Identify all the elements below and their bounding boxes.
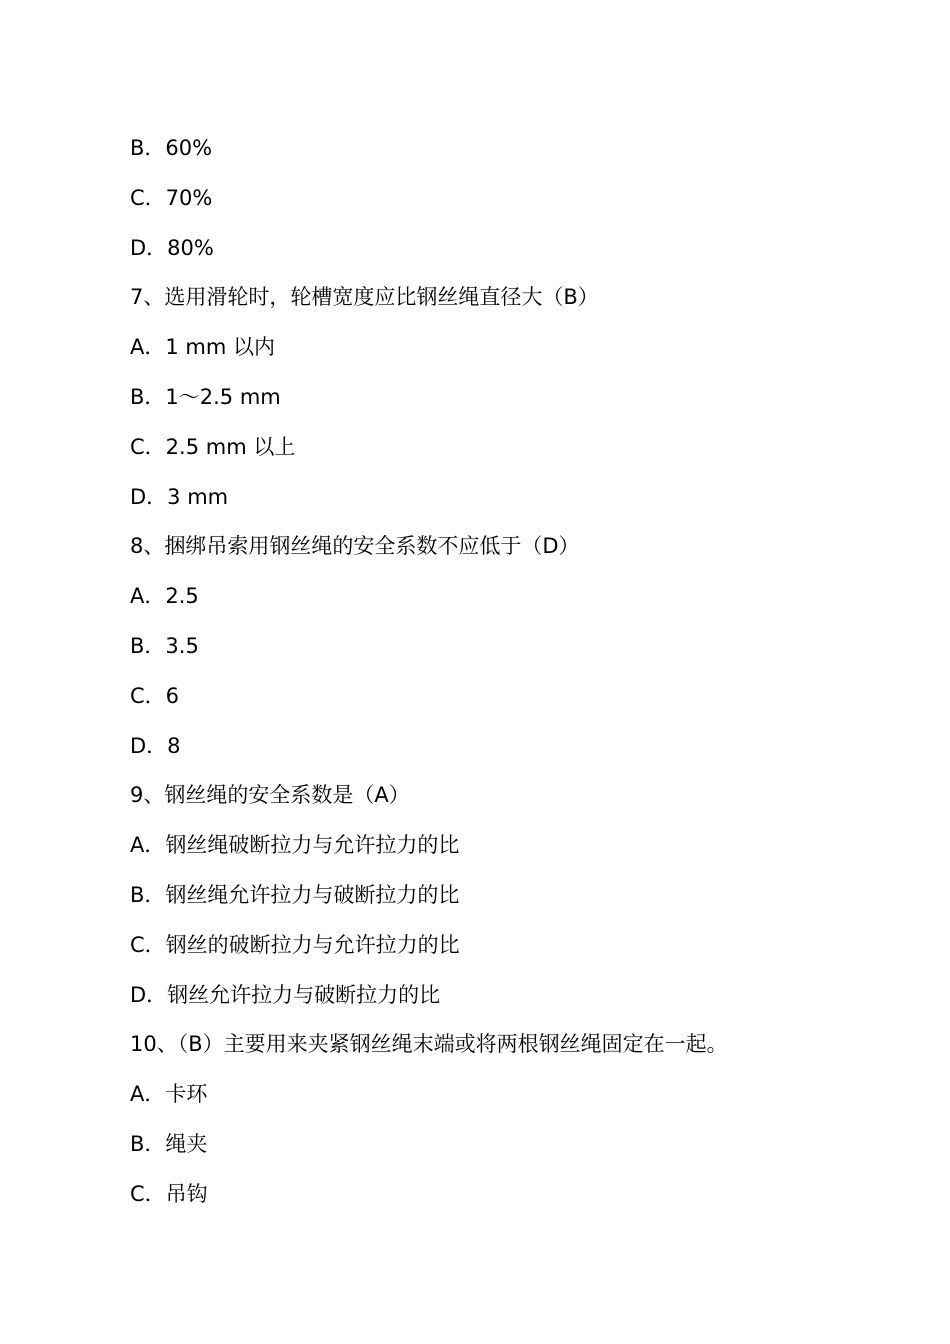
document-page — [130, 124, 910, 1220]
option-b-q6: B．60% — [130, 136, 213, 160]
option-a-q9: A．钢丝绳破断拉力与允许拉力的比 — [130, 833, 460, 858]
option-d-q8: D．8 — [130, 733, 181, 758]
option-b-q8: B．3.5 — [130, 633, 199, 658]
option-a-q8: A．2.5 — [130, 584, 199, 609]
option-d-q7: D．3 mm — [130, 484, 229, 509]
option-c-q10: C．吊钩 — [130, 1181, 208, 1206]
question-7: 7、选用滑轮时，轮槽宽度应比钢丝绳直径大（B） — [130, 285, 599, 310]
question-8: 8、捆绑吊索用钢丝绳的安全系数不应低于（D） — [130, 534, 580, 559]
option-d-q9: D．钢丝允许拉力与破断拉力的比 — [130, 982, 441, 1007]
option-c-q9: C．钢丝的破断拉力与允许拉力的比 — [130, 932, 460, 957]
option-b-q10: B．绳夹 — [130, 1131, 208, 1156]
option-c-q8: C．6 — [130, 683, 180, 708]
option-a-q10: A．卡环 — [130, 1082, 208, 1107]
option-b-q9: B．钢丝绳允许拉力与破断拉力的比 — [130, 882, 460, 907]
option-d-q6: D．80% — [130, 235, 214, 260]
option-c-q6: C．70% — [130, 185, 213, 210]
question-9: 9、钢丝绳的安全系数是（A） — [130, 783, 410, 808]
option-a-q7: A．1 mm 以内 — [130, 335, 275, 360]
option-c-q7: C．2.5 mm 以上 — [130, 434, 296, 459]
option-b-q7: B．1～2.5 mm — [130, 384, 281, 409]
question-10: 10、（B）主要用来夹紧钢丝绳末端或将两根钢丝绳固定在一起。 — [130, 1032, 728, 1057]
